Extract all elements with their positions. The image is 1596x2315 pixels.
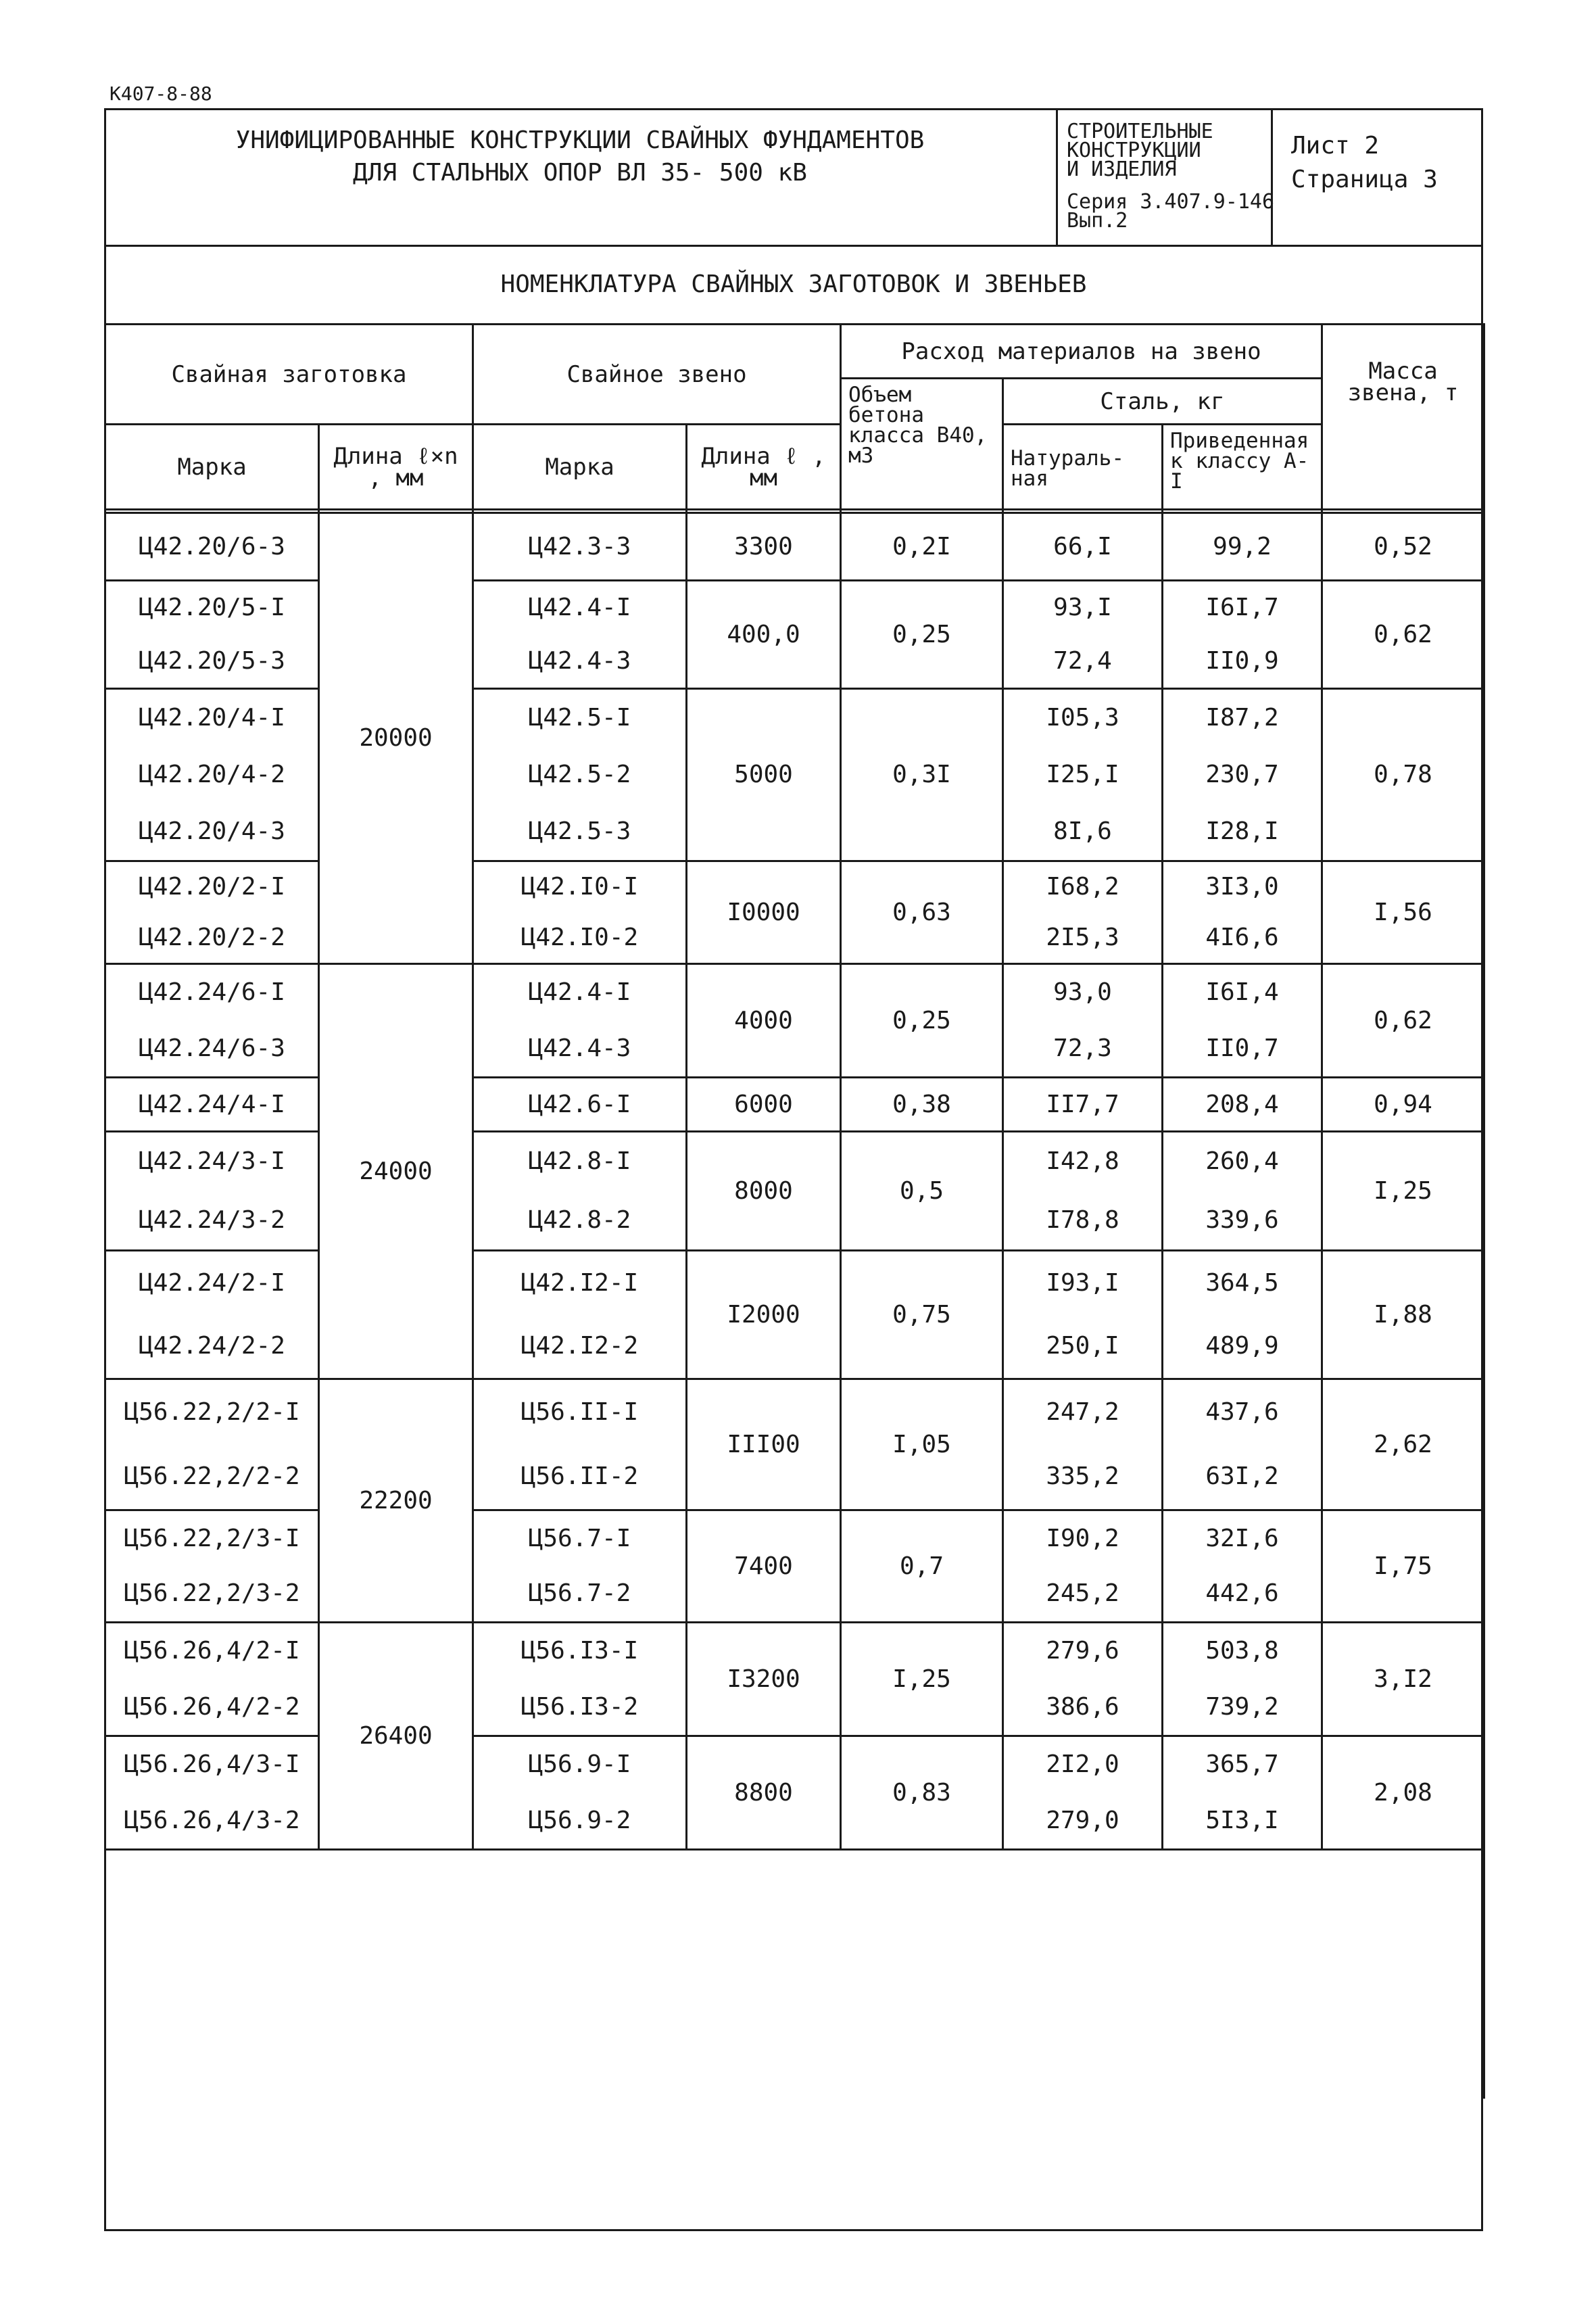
col-concrete: Объем бетона класса В40, м3 [841,379,1003,510]
col-blank-mark: Марка [105,425,319,510]
steel-natural: 279,6 [1003,1623,1163,1679]
catalog-series: Серия 3.407.9-146 [1067,190,1275,214]
link-length: 7400 [687,1510,841,1623]
table-row [105,1623,1484,1679]
blank-mark: Ц42.20/6-3 [105,513,319,581]
link-mass: 0,78 [1322,689,1484,861]
blank-mark: Ц42.24/3-I [105,1132,319,1191]
blank-mark: Ц56.22,2/2-I [105,1379,319,1445]
concrete-volume: 0,63 [841,861,1003,964]
steel-natural: 93,0 [1003,964,1163,1021]
steel-reduced: 32I,6 [1163,1510,1322,1567]
steel-reduced: II0,9 [1163,635,1322,689]
header-separator [104,245,1483,247]
title-line-1: УНИФИЦИРОВАННЫЕ КОНСТРУКЦИИ СВАЙНЫХ ФУНДАМЕНТОВ [235,126,925,154]
steel-reduced: 503,8 [1163,1623,1322,1679]
link-length: III00 [687,1379,841,1510]
link-mass: I,88 [1322,1251,1484,1379]
catalog-line-1: СТРОИТЕЛЬНЫЕ [1067,120,1213,143]
blank-mark: Ц42.20/4-2 [105,746,319,804]
link-mark: Ц42.5-3 [473,804,687,861]
link-length: 4000 [687,964,841,1078]
concrete-volume: 0,75 [841,1251,1003,1379]
blank-mark: Ц42.24/6-3 [105,1021,319,1078]
steel-reduced: 489,9 [1163,1315,1322,1379]
blank-mark: Ц56.26,4/2-2 [105,1679,319,1736]
link-mark: Ц42.3-3 [473,513,687,581]
steel-reduced: I28,I [1163,804,1322,861]
steel-natural: 245,2 [1003,1567,1163,1623]
blank-mark: Ц42.20/2-2 [105,913,319,964]
blank-mark: Ц42.20/4-3 [105,804,319,861]
blank-length: 20000 [319,513,473,964]
link-length: 3300 [687,513,841,581]
catalog-line-2: КОНСТРУКЦИИ [1067,139,1201,162]
table-row [105,1251,1484,1315]
title-line-2: ДЛЯ СТАЛЬНЫХ ОПОР ВЛ 35- 500 кВ [353,159,807,187]
link-mark: Ц42.4-I [473,964,687,1021]
table-row [105,861,1484,913]
concrete-volume: 0,7 [841,1510,1003,1623]
link-length: 5000 [687,689,841,861]
table-row [105,1379,1484,1445]
steel-natural: 93,I [1003,581,1163,635]
concrete-volume: 0,2I [841,513,1003,581]
header-row-1 [105,325,1484,379]
steel-natural: I93,I [1003,1251,1163,1315]
sheet-number: Лист 2 [1291,132,1380,160]
steel-reduced: 365,7 [1163,1736,1322,1793]
blank-length: 26400 [319,1623,473,1850]
blank-mark: Ц56.26,4/3-I [105,1736,319,1793]
steel-natural: I05,3 [1003,689,1163,746]
concrete-volume: 0,5 [841,1132,1003,1251]
steel-reduced: II0,7 [1163,1021,1322,1078]
empty-area [105,1850,1484,2099]
table-row [105,581,1484,635]
table-row [105,1736,1484,1793]
steel-natural: II7,7 [1003,1078,1163,1132]
link-mark: Ц56.II-2 [473,1445,687,1510]
concrete-volume: 0,3I [841,689,1003,861]
blank-mark: Ц42.20/2-I [105,861,319,913]
col-consumption-group: Расход материалов на звено [841,325,1322,379]
col-link-length: Длина ℓ , мм [687,425,841,510]
link-mass: 0,52 [1322,513,1484,581]
link-mass: 0,94 [1322,1078,1484,1132]
blank-mark: Ц42.20/5-3 [105,635,319,689]
link-mark: Ц56.II-I [473,1379,687,1445]
blank-length: 22200 [319,1379,473,1623]
col-link-mark: Марка [473,425,687,510]
steel-natural: 72,3 [1003,1021,1163,1078]
link-mass: 3,I2 [1322,1623,1484,1736]
header-divider-1 [1056,108,1058,245]
catalog-issue: Вып.2 [1067,209,1128,233]
link-mass: 2,62 [1322,1379,1484,1510]
col-mass: Масса звена, т [1322,325,1484,510]
blank-mark: Ц42.24/4-I [105,1078,319,1132]
concrete-volume: 0,83 [841,1736,1003,1850]
link-mark: Ц56.7-2 [473,1567,687,1623]
link-mass: I,56 [1322,861,1484,964]
header-divider-2 [1271,108,1273,245]
col-steel-group: Сталь, кг [1003,379,1322,425]
steel-reduced: 739,2 [1163,1679,1322,1736]
steel-natural: 2I2,0 [1003,1736,1163,1793]
blank-mark: Ц42.24/2-2 [105,1315,319,1379]
blank-mark: Ц56.26,4/2-I [105,1623,319,1679]
link-mass: I,75 [1322,1510,1484,1623]
document-code: К407-8-88 [110,82,212,105]
link-length: I3200 [687,1623,841,1736]
link-mark: Ц42.I0-2 [473,913,687,964]
steel-reduced: 5I3,I [1163,1793,1322,1850]
concrete-volume: 0,25 [841,964,1003,1078]
blank-mark: Ц56.26,4/3-2 [105,1793,319,1850]
link-mark: Ц56.9-2 [473,1793,687,1850]
table-row [105,1132,1484,1191]
link-mark: Ц42.4-3 [473,1021,687,1078]
link-mark: Ц42.8-I [473,1132,687,1191]
table-row [105,1510,1484,1567]
steel-reduced: 260,4 [1163,1132,1322,1191]
blank-mark: Ц56.22,2/3-I [105,1510,319,1567]
concrete-volume: 0,25 [841,581,1003,689]
steel-natural: I78,8 [1003,1191,1163,1251]
page-number: Страница 3 [1291,166,1438,193]
steel-natural: I25,I [1003,746,1163,804]
concrete-volume: I,25 [841,1623,1003,1736]
link-mass: 2,08 [1322,1736,1484,1850]
steel-natural: 279,0 [1003,1793,1163,1850]
col-blank-length: Длина ℓ×n , мм [319,425,473,510]
blank-mark: Ц42.24/3-2 [105,1191,319,1251]
table-row [105,1078,1484,1132]
link-mark: Ц56.I3-2 [473,1679,687,1736]
blank-mark: Ц42.20/5-I [105,581,319,635]
link-length: 8000 [687,1132,841,1251]
blank-mark: Ц56.22,2/2-2 [105,1445,319,1510]
link-mark: Ц42.5-I [473,689,687,746]
link-mass: I,25 [1322,1132,1484,1251]
steel-reduced: 230,7 [1163,746,1322,804]
link-length: I2000 [687,1251,841,1379]
steel-natural: 8I,6 [1003,804,1163,861]
concrete-volume: I,05 [841,1379,1003,1510]
catalog-line-3: И ИЗДЕЛИЯ [1067,158,1177,181]
steel-natural: I90,2 [1003,1510,1163,1567]
concrete-volume: 0,38 [841,1078,1003,1132]
link-mass: 0,62 [1322,581,1484,689]
steel-natural: 247,2 [1003,1379,1163,1445]
steel-natural: 66,I [1003,513,1163,581]
steel-reduced: 364,5 [1163,1251,1322,1315]
table-row [105,689,1484,746]
steel-reduced: 99,2 [1163,513,1322,581]
nomenclature-table [104,323,1485,2099]
link-mark: Ц56.I3-I [473,1623,687,1679]
steel-natural: 386,6 [1003,1679,1163,1736]
steel-natural: 2I5,3 [1003,913,1163,964]
steel-reduced: I87,2 [1163,689,1322,746]
link-mass: 0,62 [1322,964,1484,1078]
blank-mark: Ц42.24/2-I [105,1251,319,1315]
steel-reduced: 437,6 [1163,1379,1322,1445]
steel-natural: 335,2 [1003,1445,1163,1510]
table-row [105,513,1484,581]
steel-reduced: 3I3,0 [1163,861,1322,913]
steel-natural: I42,8 [1003,1132,1163,1191]
blank-length: 24000 [319,964,473,1379]
link-length: 8800 [687,1736,841,1850]
steel-reduced: 442,6 [1163,1567,1322,1623]
steel-reduced: I6I,7 [1163,581,1322,635]
link-mark: Ц42.I2-2 [473,1315,687,1379]
steel-reduced: 339,6 [1163,1191,1322,1251]
steel-reduced: I6I,4 [1163,964,1322,1021]
steel-reduced: 208,4 [1163,1078,1322,1132]
link-length: 400,0 [687,581,841,689]
blank-mark: Ц56.22,2/3-2 [105,1567,319,1623]
link-length: 6000 [687,1078,841,1132]
steel-reduced: 63I,2 [1163,1445,1322,1510]
link-mark: Ц42.4-I [473,581,687,635]
table-row [105,964,1484,1021]
col-steel-natural: Натураль-ная [1003,425,1163,510]
link-mark: Ц42.5-2 [473,746,687,804]
link-mark: Ц42.8-2 [473,1191,687,1251]
link-mark: Ц42.6-I [473,1078,687,1132]
link-mark: Ц42.I2-I [473,1251,687,1315]
col-steel-reduced: Приведенная к классу А-I [1163,425,1322,510]
steel-natural: 250,I [1003,1315,1163,1379]
link-length: I0000 [687,861,841,964]
col-link-group: Свайное звено [473,325,841,425]
link-mark: Ц56.7-I [473,1510,687,1567]
steel-natural: 72,4 [1003,635,1163,689]
col-blank-group: Свайная заготовка [105,325,473,425]
steel-reduced: 4I6,6 [1163,913,1322,964]
steel-natural: I68,2 [1003,861,1163,913]
link-mark: Ц42.I0-I [473,861,687,913]
header-row-3 [105,425,1484,510]
link-mark: Ц42.4-3 [473,635,687,689]
blank-mark: Ц42.24/6-I [105,964,319,1021]
link-mark: Ц56.9-I [473,1736,687,1793]
blank-mark: Ц42.20/4-I [105,689,319,746]
table-title: НОМЕНКЛАТУРА СВАЙНЫХ ЗАГОТОВОК И ЗВЕНЬЕВ [500,270,1087,298]
